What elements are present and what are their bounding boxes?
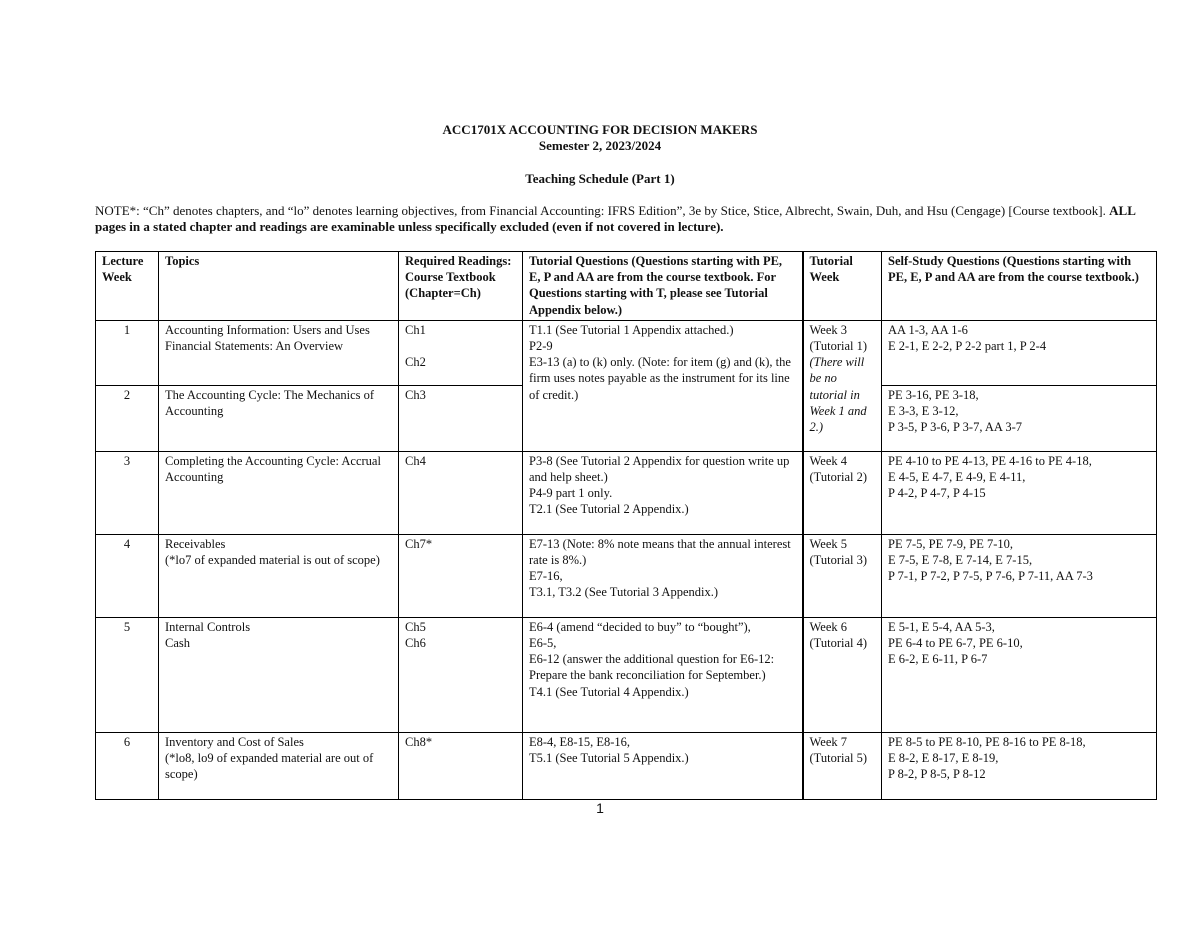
lecture-week-cell: 6	[96, 732, 159, 799]
tutorial-week-cell: Week 7 (Tutorial 5)	[803, 732, 882, 799]
note-text: NOTE*: “Ch” denotes chapters, and “lo” denotes learning objectives, from Financial Accounting: IFRS Edition”, 3e by Stice, Stice, Albrecht, Swain, Duh, and Hsu (Cengage) [Course textbook].	[95, 203, 1106, 218]
topic-line: Cash	[165, 636, 190, 651]
header-readings: Required Readings: Course Textbook (Chapter=Ch)	[399, 252, 523, 321]
tutorial-week-line: Week 3 (Tutorial 1)	[809, 322, 868, 354]
header-lecture-week: Lecture Week	[96, 252, 159, 321]
self-study-cell	[882, 534, 1157, 617]
topic-line: Receivables	[165, 536, 226, 551]
self-study-line: P 7-1, P 7-2, P 7-5, P 7-6, P 7-11, AA 7-3	[888, 569, 1093, 584]
note-bold-text: ALL pages in a stated chapter and readings are examinable unless specifically excluded (even if not covered in lecture).	[95, 203, 1136, 234]
lecture-week-cell: 4	[96, 534, 159, 617]
tutorial-line: E6-4 (amend “decided to buy” to “bought”),	[529, 619, 751, 634]
topics-cell	[159, 534, 399, 617]
table-row	[96, 732, 1157, 799]
header-self-study: Self-Study Questions (Questions starting with PE, E, P and AA are from the course textbook.)	[882, 252, 1157, 321]
self-study-line: PE 4-10 to PE 4-13, PE 4-16 to PE 4-18,	[888, 453, 1092, 468]
tutorial-line: E7-16,	[529, 569, 563, 584]
lecture-week-cell: 1	[96, 320, 159, 385]
self-study-cell	[882, 320, 1157, 385]
topics-cell	[159, 732, 399, 799]
semester-label: Semester 2, 2023/2024	[538, 138, 662, 153]
table-row	[96, 451, 1157, 534]
reading-line: Ch5	[405, 619, 426, 634]
self-study-line: PE 8-5 to PE 8-10, PE 8-16 to PE 8-18,	[888, 734, 1086, 749]
tutorial-line: P2-9	[529, 339, 553, 354]
tutorial-line: T2.1 (See Tutorial 2 Appendix.)	[529, 502, 689, 517]
topic-line: Financial Statements: An Overview	[165, 339, 344, 354]
teaching-schedule-table	[95, 251, 1157, 800]
header-topics: Topics	[159, 252, 399, 321]
topics-cell	[159, 320, 399, 385]
self-study-line: E 6-2, E 6-11, P 6-7	[888, 652, 988, 667]
reading-line: Ch1	[405, 322, 426, 337]
self-study-line: E 7-5, E 7-8, E 7-14, E 7-15,	[888, 553, 1033, 568]
tutorial-line: T3.1, T3.2 (See Tutorial 3 Appendix.)	[529, 585, 719, 600]
page-number: 1	[596, 800, 604, 816]
tutorial-questions-cell	[523, 320, 803, 451]
readings-cell: Ch7*	[399, 534, 523, 617]
tutorial-week-cell: Week 6 (Tutorial 4)	[803, 617, 882, 732]
tutorial-week-cell: Week 5 (Tutorial 3)	[803, 534, 882, 617]
self-study-cell	[882, 451, 1157, 534]
table-row	[96, 320, 1157, 385]
table-row	[96, 617, 1157, 732]
lecture-week-cell: 3	[96, 451, 159, 534]
reading-line: Ch2	[405, 355, 426, 370]
self-study-line: PE 7-5, PE 7-9, PE 7-10,	[888, 536, 1013, 551]
tutorial-questions-cell	[523, 534, 803, 617]
tutorial-line: T1.1 (See Tutorial 1 Appendix attached.)	[529, 322, 734, 337]
self-study-cell	[882, 617, 1157, 732]
textbook-note	[95, 203, 1165, 235]
tutorial-line: E6-12 (answer the additional question for E6-12: Prepare the bank reconciliation for September.)	[529, 652, 775, 683]
tutorial-line: T4.1 (See Tutorial 4 Appendix.)	[529, 684, 689, 699]
self-study-line: PE 6-4 to PE 6-7, PE 6-10,	[888, 636, 1023, 651]
readings-cell	[399, 617, 523, 732]
lecture-week-cell: 5	[96, 617, 159, 732]
topic-line: (*lo8, lo9 of expanded material are out of scope)	[165, 751, 374, 782]
tutorial-week-cell	[803, 320, 882, 451]
self-study-line: E 5-1, E 5-4, AA 5-3,	[888, 619, 995, 634]
topic-line: Internal Controls	[165, 619, 251, 634]
header-tutorial-questions: Tutorial Questions (Questions starting with PE, E, P and AA are from the course textbook. For Questions starting with T, please see Tutorial Appendix below.)	[523, 252, 803, 321]
topic-line: (*lo7 of expanded material is out of scope)	[165, 553, 380, 568]
lecture-week-cell: 2	[96, 385, 159, 451]
readings-cell: Ch3	[399, 385, 523, 451]
topics-cell	[159, 617, 399, 732]
topic-line: Accounting Information: Users and Uses	[165, 322, 370, 337]
reading-line: Ch6	[405, 636, 426, 651]
tutorial-line: T5.1 (See Tutorial 5 Appendix.)	[529, 751, 689, 766]
self-study-line: AA 1-3, AA 1-6	[888, 322, 968, 337]
self-study-line: P 4-2, P 4-7, P 4-15	[888, 486, 986, 501]
readings-cell: Ch4	[399, 451, 523, 534]
self-study-line: PE 3-16, PE 3-18,	[888, 387, 979, 402]
tutorial-line: P3-8 (See Tutorial 2 Appendix for question write up and help sheet.)	[529, 453, 790, 485]
tutorial-line: P4-9 part 1 only.	[529, 486, 613, 501]
self-study-line: E 2-1, E 2-2, P 2-2 part 1, P 2-4	[888, 339, 1047, 354]
table-header-row	[96, 252, 1157, 321]
tutorial-questions-cell	[523, 617, 803, 732]
tutorial-questions-cell	[523, 732, 803, 799]
tutorial-line: E8-4, E8-15, E8-16,	[529, 734, 631, 749]
self-study-line: P 8-2, P 8-5, P 8-12	[888, 767, 986, 782]
readings-cell: Ch8*	[399, 732, 523, 799]
self-study-cell	[882, 732, 1157, 799]
self-study-line: E 4-5, E 4-7, E 4-9, E 4-11,	[888, 470, 1026, 485]
tutorial-line: E7-13 (Note: 8% note means that the annual interest rate is 8%.)	[529, 536, 791, 568]
tutorial-questions-cell	[523, 451, 803, 534]
tutorial-line: E3-13 (a) to (k) only. (Note: for item (g) and (k), the firm uses notes payable as the instrument for its line of credit.)	[529, 355, 791, 402]
self-study-line: E 3-3, E 3-12,	[888, 404, 959, 419]
tutorial-line: E6-5,	[529, 636, 557, 651]
self-study-cell	[882, 385, 1157, 451]
schedule-title: Teaching Schedule (Part 1)	[525, 171, 675, 186]
course-title: ACC1701X ACCOUNTING FOR DECISION MAKERS	[442, 122, 758, 137]
readings-cell	[399, 320, 523, 385]
topic-line: Inventory and Cost of Sales	[165, 734, 304, 749]
tutorial-week-note: (There will be no tutorial in Week 1 and 2.)	[809, 355, 867, 435]
self-study-line: P 3-5, P 3-6, P 3-7, AA 3-7	[888, 420, 1023, 435]
table-row	[96, 534, 1157, 617]
header-tutorial-week: Tutorial Week	[803, 252, 882, 321]
topics-cell: The Accounting Cycle: The Mechanics of Accounting	[159, 385, 399, 451]
topics-cell: Completing the Accounting Cycle: Accrual Accounting	[159, 451, 399, 534]
self-study-line: E 8-2, E 8-17, E 8-19,	[888, 751, 999, 766]
tutorial-week-cell: Week 4 (Tutorial 2)	[803, 451, 882, 534]
